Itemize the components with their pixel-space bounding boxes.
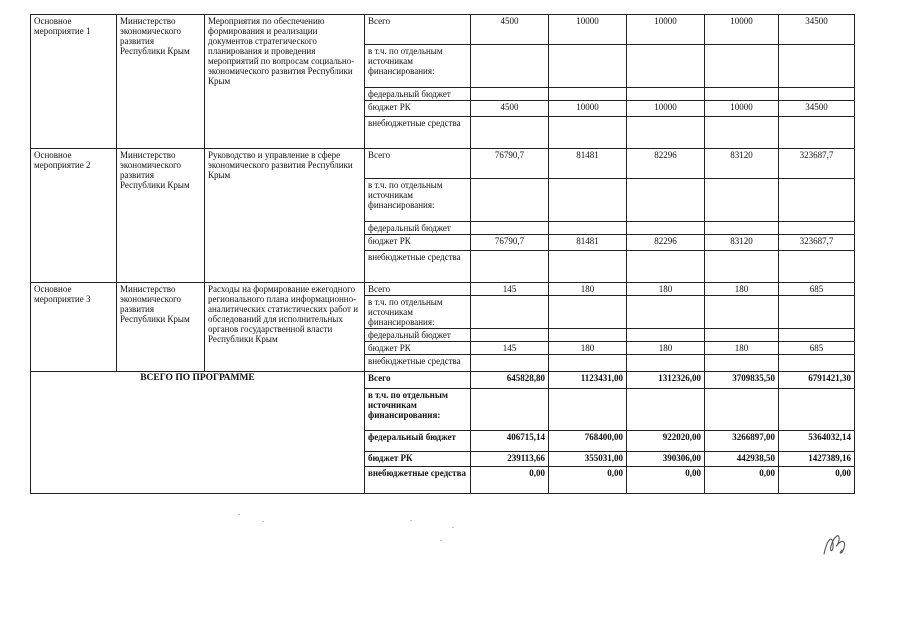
total-value bbox=[549, 389, 627, 431]
funding-value: 10000 bbox=[627, 101, 705, 117]
funding-value bbox=[779, 179, 855, 222]
funding-value bbox=[627, 251, 705, 283]
funding-value bbox=[471, 179, 549, 222]
funding-value bbox=[705, 251, 779, 283]
funding-value: 685 bbox=[779, 283, 855, 296]
funding-value bbox=[779, 117, 855, 149]
funding-source-label: внебюджетные средства bbox=[365, 251, 471, 283]
funding-source-label: в т.ч. по отдельным источникам финансирования: bbox=[365, 296, 471, 329]
table-row bbox=[31, 283, 855, 296]
funding-source-label: в т.ч. по отдельным источникам финансирования: bbox=[365, 45, 471, 88]
funding-value bbox=[549, 251, 627, 283]
total-value: 0,00 bbox=[549, 467, 627, 494]
activity-description: Мероприятия по обеспечению формирования и реализации документов стратегического планирования и проведения мероприятий по вопросам социально-экономического развития Республики Крым bbox=[205, 15, 365, 149]
activity-executor: Министерство экономического развития Республики Крым bbox=[117, 15, 205, 149]
funding-value: 10000 bbox=[705, 101, 779, 117]
funding-source-label: федеральный бюджет bbox=[365, 329, 471, 342]
total-value: 239113,66 bbox=[471, 452, 549, 467]
funding-value bbox=[705, 222, 779, 235]
total-value: 922020,00 bbox=[627, 431, 705, 452]
total-value: 0,00 bbox=[627, 467, 705, 494]
activity-name: Основное мероприятие 3 bbox=[31, 283, 117, 372]
funding-source-label: бюджет РК bbox=[365, 342, 471, 355]
total-value: 390306,00 bbox=[627, 452, 705, 467]
funding-value bbox=[627, 329, 705, 342]
funding-value bbox=[471, 251, 549, 283]
funding-value bbox=[471, 45, 549, 88]
funding-value bbox=[627, 296, 705, 329]
funding-source-label: федеральный бюджет bbox=[365, 88, 471, 101]
activity-executor: Министерство экономического развития Республики Крым bbox=[117, 149, 205, 283]
total-value: 3709835,50 bbox=[705, 372, 779, 389]
funding-value bbox=[779, 329, 855, 342]
funding-value: 180 bbox=[705, 283, 779, 296]
total-value: 0,00 bbox=[705, 467, 779, 494]
funding-value: 685 bbox=[779, 342, 855, 355]
funding-source-label: федеральный бюджет bbox=[365, 222, 471, 235]
funding-value bbox=[471, 88, 549, 101]
program-funding-table bbox=[30, 14, 855, 494]
total-value bbox=[627, 389, 705, 431]
total-value bbox=[471, 389, 549, 431]
funding-value: 76790,7 bbox=[471, 149, 549, 179]
funding-value bbox=[705, 179, 779, 222]
program-total-title: ВСЕГО ПО ПРОГРАММЕ bbox=[31, 372, 365, 494]
funding-value: 83120 bbox=[705, 149, 779, 179]
funding-value bbox=[779, 88, 855, 101]
funding-value: 81481 bbox=[549, 235, 627, 251]
funding-value bbox=[471, 296, 549, 329]
funding-source-label: федеральный бюджет bbox=[365, 431, 471, 452]
funding-value bbox=[549, 222, 627, 235]
funding-value: 10000 bbox=[705, 15, 779, 45]
funding-value bbox=[549, 329, 627, 342]
funding-source-label: бюджет РК bbox=[365, 235, 471, 251]
activity-name: Основное мероприятие 2 bbox=[31, 149, 117, 283]
total-value: 3266897,00 bbox=[705, 431, 779, 452]
funding-value bbox=[705, 296, 779, 329]
funding-value bbox=[627, 222, 705, 235]
funding-value: 10000 bbox=[549, 15, 627, 45]
funding-value: 34500 bbox=[779, 15, 855, 45]
total-value bbox=[779, 389, 855, 431]
funding-value bbox=[549, 355, 627, 372]
handwritten-signature bbox=[818, 528, 852, 558]
funding-value bbox=[627, 88, 705, 101]
funding-source-label: в т.ч. по отдельным источникам финансирования: bbox=[365, 179, 471, 222]
activity-description: Руководство и управление в сфере экономического развития Республики Крым bbox=[205, 149, 365, 283]
funding-value: 145 bbox=[471, 283, 549, 296]
funding-source-label: бюджет РК bbox=[365, 452, 471, 467]
funding-value bbox=[549, 179, 627, 222]
total-value: 768400,00 bbox=[549, 431, 627, 452]
funding-value: 82296 bbox=[627, 149, 705, 179]
funding-value: 180 bbox=[627, 283, 705, 296]
funding-value bbox=[627, 117, 705, 149]
funding-source-label: Всего bbox=[365, 149, 471, 179]
funding-value bbox=[705, 45, 779, 88]
funding-value bbox=[549, 45, 627, 88]
total-value: 1123431,00 bbox=[549, 372, 627, 389]
funding-value bbox=[549, 88, 627, 101]
funding-value: 76790,7 bbox=[471, 235, 549, 251]
activity-executor: Министерство экономического развития Республики Крым bbox=[117, 283, 205, 372]
funding-value: 145 bbox=[471, 342, 549, 355]
funding-value: 4500 bbox=[471, 15, 549, 45]
funding-source-label: Всего bbox=[365, 15, 471, 45]
funding-source-label: внебюджетные средства bbox=[365, 355, 471, 372]
funding-value: 81481 bbox=[549, 149, 627, 179]
funding-value bbox=[705, 88, 779, 101]
total-value: 645828,80 bbox=[471, 372, 549, 389]
activity-description: Расходы на формирование ежегодного регионального плана информационно-аналитических статистических работ и обследований для исполнительных органов государственной власти Республики Крым bbox=[205, 283, 365, 372]
activity-name: Основное мероприятие 1 bbox=[31, 15, 117, 149]
funding-value bbox=[779, 251, 855, 283]
funding-value bbox=[705, 355, 779, 372]
funding-value: 180 bbox=[627, 342, 705, 355]
funding-value: 180 bbox=[549, 342, 627, 355]
funding-value bbox=[627, 45, 705, 88]
funding-value: 4500 bbox=[471, 101, 549, 117]
total-value: 442938,50 bbox=[705, 452, 779, 467]
funding-value bbox=[627, 179, 705, 222]
funding-value bbox=[779, 45, 855, 88]
funding-value bbox=[627, 355, 705, 372]
total-value: 0,00 bbox=[471, 467, 549, 494]
funding-value bbox=[779, 222, 855, 235]
total-value: 6791421,30 bbox=[779, 372, 855, 389]
funding-source-label: внебюджетные средства bbox=[365, 117, 471, 149]
funding-value: 180 bbox=[705, 342, 779, 355]
funding-value: 83120 bbox=[705, 235, 779, 251]
total-value: 1427389,16 bbox=[779, 452, 855, 467]
funding-value bbox=[549, 117, 627, 149]
funding-source-label: в т.ч. по отдельным источникам финансирования: bbox=[365, 389, 471, 431]
table-row bbox=[31, 149, 855, 179]
funding-value: 10000 bbox=[627, 15, 705, 45]
table-row bbox=[31, 372, 855, 389]
funding-value: 323687,7 bbox=[779, 149, 855, 179]
funding-value bbox=[549, 296, 627, 329]
total-value bbox=[705, 389, 779, 431]
total-value: 1312326,00 bbox=[627, 372, 705, 389]
funding-value bbox=[471, 329, 549, 342]
funding-value: 34500 bbox=[779, 101, 855, 117]
funding-value bbox=[779, 355, 855, 372]
funding-value bbox=[779, 296, 855, 329]
funding-source-label: Всего bbox=[365, 283, 471, 296]
funding-value bbox=[471, 117, 549, 149]
table-row bbox=[31, 15, 855, 45]
funding-value: 10000 bbox=[549, 101, 627, 117]
funding-value: 323687,7 bbox=[779, 235, 855, 251]
funding-source-label: внебюджетные средства bbox=[365, 467, 471, 494]
total-value: 406715,14 bbox=[471, 431, 549, 452]
total-value: 0,00 bbox=[779, 467, 855, 494]
funding-source-label: бюджет РК bbox=[365, 101, 471, 117]
total-value: 355031,00 bbox=[549, 452, 627, 467]
funding-source-label: Всего bbox=[365, 372, 471, 389]
funding-value: 82296 bbox=[627, 235, 705, 251]
funding-value bbox=[471, 355, 549, 372]
funding-value bbox=[705, 117, 779, 149]
funding-value bbox=[471, 222, 549, 235]
funding-value bbox=[705, 329, 779, 342]
funding-value: 180 bbox=[549, 283, 627, 296]
total-value: 5364032,14 bbox=[779, 431, 855, 452]
